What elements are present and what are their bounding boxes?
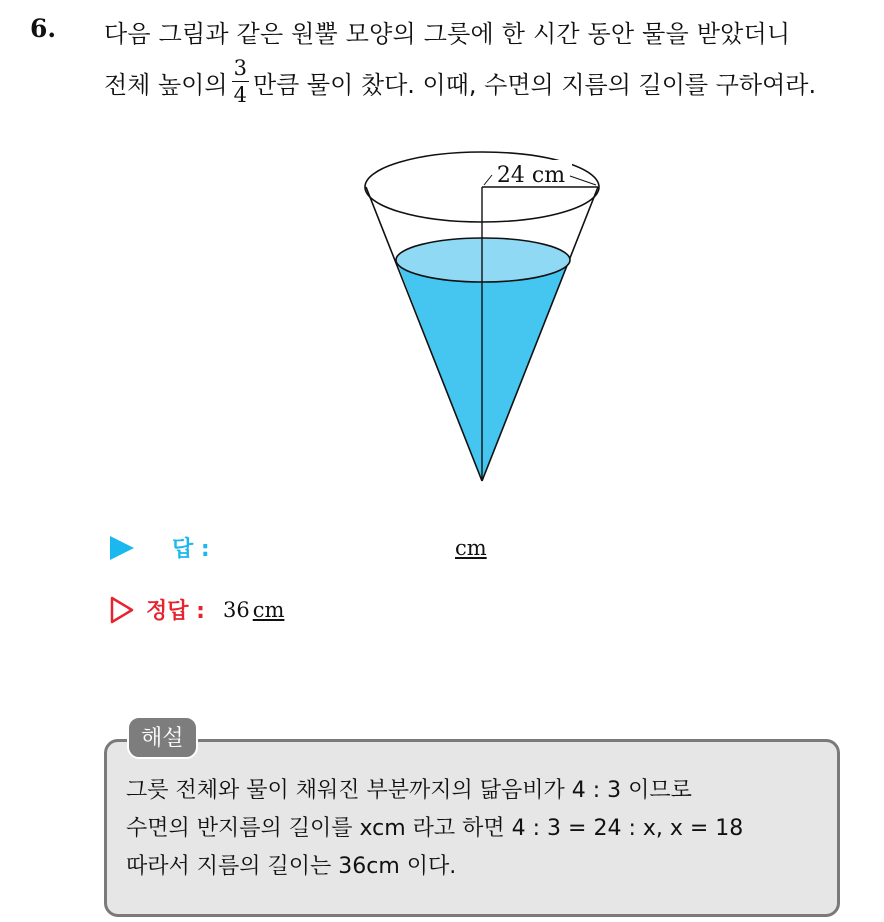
fraction-denominator: 4 [233, 83, 247, 107]
water-body [396, 260, 570, 481]
answer-label: 답 : [172, 537, 210, 562]
fraction [232, 58, 249, 106]
correct-answer-number: 36 [222, 597, 250, 622]
outline-triangle-icon [110, 596, 134, 624]
explanation-line2: 수면의 반지름의 길이를 xcm 라고 하면 4 : 3 = 24 : x, x = 18 [126, 816, 744, 841]
question-text-before-fraction: 전체 높이의 [104, 70, 228, 99]
question-text-line2 [104, 58, 816, 106]
question-text-line1: 다음 그림과 같은 원뿔 모양의 그릇에 한 시간 동안 물을 받았더니 [104, 20, 791, 48]
question-text-after-fraction: 만큼 물이 찼다. 이때, 수면의 지름의 길이를 구하여라. [252, 70, 817, 99]
answer-unit: cm [455, 536, 487, 560]
explanation-text [126, 772, 743, 886]
water-surface [396, 238, 570, 282]
fraction-numerator: 3 [233, 56, 247, 80]
correct-answer-value [223, 598, 284, 622]
explanation-tag: 해설 [127, 716, 198, 759]
cone-figure [356, 150, 606, 490]
explanation-line1: 그릇 전체와 물이 채워진 부분까지의 닮음비가 4 : 3 이므로 [126, 778, 692, 803]
correct-answer-label: 정답 : [146, 599, 205, 624]
answer-row [110, 532, 210, 563]
radius-label: 24 cm [496, 163, 566, 188]
correct-answer-row [110, 594, 284, 625]
play-triangle-icon [110, 536, 134, 560]
explanation-line3: 따라서 지름의 길이는 36cm 이다. [126, 854, 457, 879]
correct-answer-unit: cm [252, 597, 285, 622]
question-number: 6. [30, 14, 57, 43]
